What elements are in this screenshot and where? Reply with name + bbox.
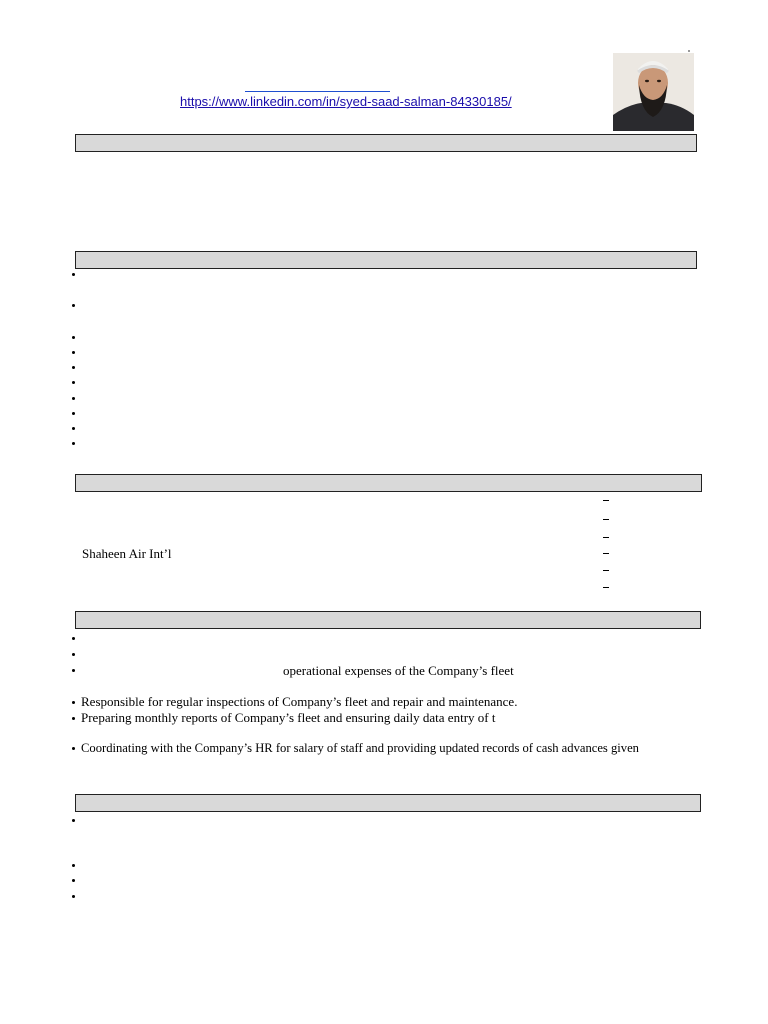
responsibility-text: Responsible for regular inspections of Company’s fleet and repair and maintenance. [81, 694, 518, 709]
bullet [72, 442, 75, 445]
company-name: Shaheen Air Int’l [82, 546, 172, 561]
bullet [72, 336, 75, 339]
bullet [72, 273, 75, 276]
bullet [72, 879, 75, 882]
email-underline [245, 91, 390, 92]
corner-mark [688, 50, 690, 52]
bullet [72, 653, 75, 656]
bullet [72, 397, 75, 400]
bullet [72, 701, 75, 704]
bullet [72, 412, 75, 415]
bullet [72, 304, 75, 307]
profile-photo [613, 53, 694, 131]
responsibility-text: Preparing monthly reports of Company’s fleet and ensuring daily data entry of t [81, 710, 496, 725]
date-dash [603, 570, 609, 571]
bullet [72, 895, 75, 898]
section-header-bar-2 [75, 251, 697, 269]
bullet [72, 381, 75, 384]
bullet [72, 351, 75, 354]
date-dash [603, 587, 609, 588]
date-dash [603, 519, 609, 520]
section-header-bar-3 [75, 474, 702, 492]
section-header-bar-5 [75, 794, 701, 812]
bullet [72, 747, 75, 750]
bullet [72, 366, 75, 369]
bullet [72, 819, 75, 822]
date-dash [603, 500, 609, 501]
linkedin-link[interactable]: https://www.linkedin.com/in/syed-saad-salman-84330185/ [180, 94, 512, 109]
bullet [72, 864, 75, 867]
date-dash [603, 537, 609, 538]
bullet [72, 717, 75, 720]
section-header-bar-4 [75, 611, 701, 629]
section-header-bar-1 [75, 134, 697, 152]
bullet [72, 637, 75, 640]
responsibility-text: Coordinating with the Company’s HR for salary of staff and providing updated records of cash advances given [81, 741, 639, 755]
date-dash [603, 553, 609, 554]
responsibility-text: operational expenses of the Company’s fleet [283, 663, 514, 678]
bullet [72, 669, 75, 672]
bullet [72, 427, 75, 430]
